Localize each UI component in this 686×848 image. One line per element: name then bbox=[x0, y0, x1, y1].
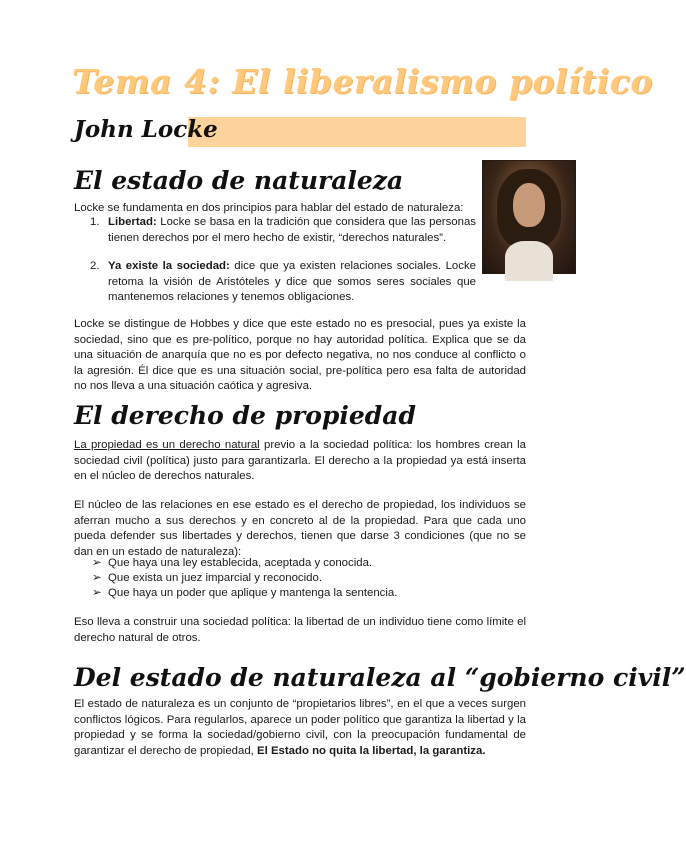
condition-item-1 bbox=[92, 556, 522, 572]
condition-text: Que haya una ley establecida, aceptada y conocida. bbox=[108, 557, 373, 569]
section-heading-derecho-propiedad: El derecho de propiedad bbox=[74, 401, 416, 430]
author-row bbox=[74, 116, 526, 146]
section3-paragraph bbox=[74, 697, 526, 759]
list-body bbox=[108, 259, 476, 306]
section-heading-estado-naturaleza: El estado de naturaleza bbox=[74, 166, 404, 195]
arrow-bullet-icon: ➢ bbox=[92, 572, 102, 584]
list-number: 1. bbox=[90, 216, 100, 228]
list-item-text: dice que ya existen relaciones sociales. Locke retoma la visión de Aristóteles y dice que somos seres sociales que mantenemos relaciones y tenemos obligaciones. bbox=[108, 260, 476, 303]
list-body bbox=[108, 215, 476, 246]
portrait-collar bbox=[505, 241, 553, 281]
page-title: Tema 4: El liberalismo político bbox=[72, 62, 653, 101]
section1-paragraph: Locke se distingue de Hobbes y dice que este estado no es presocial, pues ya existe la sociedad, sino que es pre-político, porque no hay autoridad política. Explica que se da una situación de anarquía que no es por defecto negativa, no nos conduce al conflicto o la agresión. Él dice que es una situación social, pre-política pero esa falta de autoridad no nos lleva a una situación caótica y agresiva. bbox=[74, 318, 526, 392]
list-item-bold: Ya existe la sociedad: bbox=[108, 260, 230, 272]
list-item-bold: Libertad: bbox=[108, 216, 157, 228]
condition-item-3 bbox=[92, 586, 522, 602]
section1-intro: Locke se fundamenta en dos principios para hablar del estado de naturaleza: bbox=[74, 202, 464, 214]
list-item-libertad bbox=[90, 215, 476, 246]
bold-conclusion: El Estado no quita la libertad, la garantiza. bbox=[257, 744, 486, 757]
condition-text: Que exista un juez imparcial y reconocido. bbox=[108, 572, 322, 584]
arrow-bullet-icon: ➢ bbox=[92, 557, 102, 569]
author-name: John Locke bbox=[74, 116, 218, 143]
underlined-phrase: La propiedad es un derecho natural bbox=[74, 439, 260, 451]
list-item-sociedad bbox=[90, 259, 476, 306]
paragraph-text: El estado de naturaleza es un conjunto de “propietarios libres”, en el que a veces surgen conflictos lógicos. Para regularlos, aparece un poder político que garantiza la libertad y la propiedad y se forma la sociedad/gobierno civil, con la preocupación fundamental de garantizar el derecho de propiedad, bbox=[74, 698, 526, 757]
section2-paragraph-1 bbox=[74, 438, 526, 485]
list-number: 2. bbox=[90, 260, 100, 272]
arrow-bullet-icon: ➢ bbox=[92, 587, 102, 599]
section2-paragraph-2: El núcleo de las relaciones en ese estado es el derecho de propiedad, los individuos se aferran mucho a sus derechos y en concreto al de la propiedad. Para que cada uno pueda defender sus libertades y derechos, tienen que darse 3 condiciones (que no se dan en un estado de naturaleza): bbox=[74, 499, 526, 558]
paragraph-rest: previo a la sociedad política: los hombres crean la sociedad civil (política) justo para garantizarla. El derecho a la propiedad ya está inserta en el núcleo de derechos naturales. bbox=[74, 439, 527, 482]
list-item-text: Locke se basa en la tradición que considera que las personas tienen derechos por el mero hecho de existir, “derechos naturales”. bbox=[108, 216, 476, 244]
condition-item-2 bbox=[92, 571, 522, 587]
author-highlight-bar bbox=[188, 117, 526, 147]
section-heading-gobierno-civil: Del estado de naturaleza al “gobierno civil” bbox=[74, 663, 686, 692]
john-locke-portrait bbox=[482, 160, 576, 274]
section2-paragraph-3: Eso lleva a construir una sociedad política: la libertad de un individuo tiene como límite el derecho natural de otros. bbox=[74, 616, 526, 644]
condition-text: Que haya un poder que aplique y mantenga la sentencia. bbox=[108, 587, 398, 599]
